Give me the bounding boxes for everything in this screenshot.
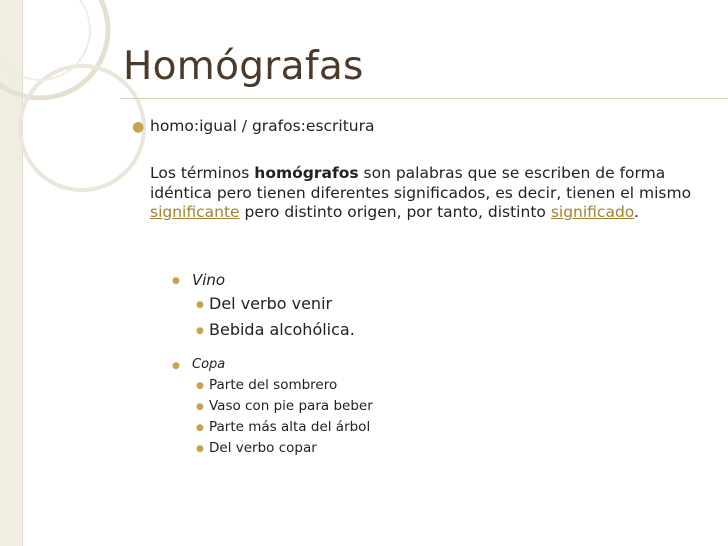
bullet-icon: ● — [172, 276, 180, 286]
definition-paragraph — [150, 164, 710, 223]
vino-label: Vino — [192, 271, 226, 289]
bullet-icon: ● — [172, 361, 180, 371]
vino-item: Del verbo venir — [209, 294, 333, 313]
bullet-icon: ● — [196, 326, 204, 336]
link-significante[interactable]: significante — [150, 203, 240, 221]
para-bold-term: homógrafos — [254, 164, 359, 182]
copa-item: Del verbo copar — [209, 440, 317, 456]
bullet-icon: ● — [196, 423, 204, 433]
para-text: Los términos — [150, 164, 255, 182]
bullet-icon: ● — [196, 300, 204, 310]
bullet-icon: ● — [196, 402, 204, 412]
bullet-icon: ● — [132, 119, 145, 135]
bullet-icon: ● — [196, 381, 204, 391]
title-divider — [120, 98, 728, 99]
para-text: pero distinto origen, por tanto, distinto — [239, 203, 551, 221]
vino-item: Bebida alcohólica. — [209, 320, 355, 339]
copa-item: Vaso con pie para beber — [209, 398, 373, 414]
copa-label: Copa — [192, 357, 226, 372]
para-text: . — [634, 203, 639, 221]
copa-item: Parte más alta del árbol — [209, 419, 371, 435]
para-text: son palabras que se escriben de forma idéntica pero tienen diferentes significados, es decir, tienen el mismo — [150, 164, 692, 202]
link-significado[interactable]: significado — [550, 203, 634, 221]
slide-title: Homógrafas — [123, 44, 364, 89]
bullet-icon: ● — [196, 444, 204, 454]
copa-item: Parte del sombrero — [209, 377, 338, 393]
bullet-text: homo:igual / grafos:escritura — [150, 117, 375, 135]
